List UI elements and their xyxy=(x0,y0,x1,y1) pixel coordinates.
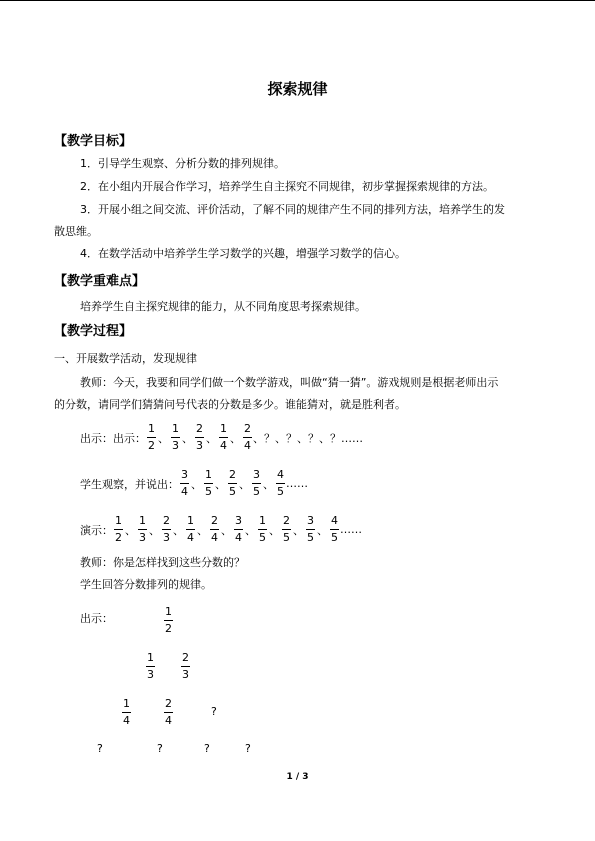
fraction-bar xyxy=(147,437,156,438)
fraction-bar xyxy=(228,483,237,484)
fraction-bar xyxy=(138,529,147,530)
numerator: 2 xyxy=(196,422,203,435)
numerator: 2 xyxy=(244,422,251,435)
process-subheading-1: 一、开展数学活动，发现规律 xyxy=(54,352,197,365)
fraction-bar xyxy=(180,483,189,484)
page-number: 1 / 3 xyxy=(286,772,309,782)
student-answer: 学生回答分数排列的规律。 xyxy=(80,578,212,591)
separator: 、 xyxy=(182,431,193,445)
fraction xyxy=(252,468,261,499)
fraction xyxy=(234,514,243,545)
denominator: 3 xyxy=(196,439,203,452)
numerator: 2 xyxy=(165,697,172,710)
fraction xyxy=(204,468,213,499)
separator: 、 xyxy=(221,523,232,537)
teacher-line-1: 教师：今天，我要和同学们做一个数学游戏，叫做“猜一猜”。游戏规则是根据老师出示 xyxy=(80,376,499,389)
fraction-bar xyxy=(258,529,267,530)
numerator: 1 xyxy=(148,422,155,435)
numerator: 4 xyxy=(277,468,284,481)
tri-question-mark: ? xyxy=(157,742,163,755)
page-title: 探索规律 xyxy=(267,80,328,98)
separator: 、 xyxy=(197,523,208,537)
separator: 、 xyxy=(230,431,241,445)
fraction-bar xyxy=(306,529,315,530)
fraction xyxy=(282,514,291,545)
goal-item-3-cont: 散思维。 xyxy=(54,225,98,238)
fraction xyxy=(219,422,228,453)
demo-label: 演示： xyxy=(80,523,113,537)
section-heading-process: 【教学过程】 xyxy=(54,324,133,339)
tri-frac-1-3 xyxy=(145,651,156,682)
goal-item-3: 3．开展小组之间交流、评价活动，了解不同的规律产生不同的排列方法，培养学生的发 xyxy=(80,203,505,216)
denominator: 4 xyxy=(244,439,251,452)
tri-frac-2-3 xyxy=(180,651,191,682)
numerator: 1 xyxy=(139,514,146,527)
fraction-bar xyxy=(282,529,291,530)
denominator: 4 xyxy=(165,714,172,727)
show-label: 出示：出示： xyxy=(80,431,146,445)
denominator: 5 xyxy=(253,485,260,498)
fraction xyxy=(114,514,123,545)
separator: 、 xyxy=(269,523,280,537)
numerator: 1 xyxy=(165,605,172,618)
goal-item-1: 1．引导学生观察、分析分数的排列规律。 xyxy=(80,157,285,170)
tri-question-mark: ? xyxy=(211,705,217,718)
fraction xyxy=(162,514,171,545)
observe-fraction-row xyxy=(80,468,308,499)
denominator: 4 xyxy=(123,714,130,727)
denominator: 2 xyxy=(148,439,155,452)
tri-question-mark: ? xyxy=(245,742,251,755)
numerator: 1 xyxy=(259,514,266,527)
denominator: 5 xyxy=(283,531,290,544)
fraction xyxy=(171,422,180,453)
denominator: 3 xyxy=(147,668,154,681)
show-fractions xyxy=(146,422,253,453)
numerator: 1 xyxy=(172,422,179,435)
fraction xyxy=(186,514,195,545)
denominator: 4 xyxy=(235,531,242,544)
teacher-line-2: 的分数，请同学们猜猜问号代表的分数是多少。谁能猜对，就是胜利者。 xyxy=(54,398,406,411)
denominator: 5 xyxy=(229,485,236,498)
fraction-bar xyxy=(252,483,261,484)
separator: 、 xyxy=(206,431,217,445)
fraction xyxy=(330,514,339,545)
numerator: 2 xyxy=(182,651,189,664)
tri-frac-2-4 xyxy=(163,697,174,728)
denominator: 4 xyxy=(220,439,227,452)
fraction-bar xyxy=(210,529,219,530)
denominator: 3 xyxy=(163,531,170,544)
denominator: 3 xyxy=(172,439,179,452)
numerator: 2 xyxy=(163,514,170,527)
observe-fractions xyxy=(179,468,286,499)
separator: 、 xyxy=(215,477,226,491)
numerator: 1 xyxy=(220,422,227,435)
separator: 、 xyxy=(125,523,136,537)
tri-frac-1-4 xyxy=(121,697,132,728)
tri-frac-1-2 xyxy=(163,605,174,636)
demo-fractions xyxy=(113,514,340,545)
tri-question-mark: ? xyxy=(204,742,210,755)
teacher-question: 教师：你是怎样找到这些分数的？ xyxy=(80,556,245,569)
key-points-text: 培养学生自主探究规律的能力，从不同角度思考探索规律。 xyxy=(80,300,366,313)
numerator: 1 xyxy=(115,514,122,527)
separator: 、 xyxy=(158,431,169,445)
fraction-bar xyxy=(234,529,243,530)
section-heading-goals: 【教学目标】 xyxy=(54,134,133,149)
fraction-bar xyxy=(276,483,285,484)
separator: 、 xyxy=(239,477,250,491)
denominator: 5 xyxy=(259,531,266,544)
demo-fraction-row xyxy=(80,514,362,545)
tri-question-mark: ? xyxy=(97,742,103,755)
fraction-bar xyxy=(330,529,339,530)
separator: 、 xyxy=(149,523,160,537)
fraction xyxy=(210,514,219,545)
denominator: 4 xyxy=(211,531,218,544)
fraction xyxy=(138,514,147,545)
demo-tail: …… xyxy=(340,523,362,536)
separator: 、 xyxy=(191,477,202,491)
denominator: 4 xyxy=(187,531,194,544)
denominator: 3 xyxy=(182,668,189,681)
denominator: 3 xyxy=(139,531,146,544)
fraction-bar xyxy=(186,529,195,530)
observe-tail: …… xyxy=(286,477,308,490)
separator: 、 xyxy=(317,523,328,537)
denominator: 5 xyxy=(277,485,284,498)
observe-label: 学生观察，并说出： xyxy=(80,477,179,491)
fraction-bar xyxy=(204,483,213,484)
fraction-bar xyxy=(171,437,180,438)
denominator: 2 xyxy=(115,531,122,544)
show-fraction-row xyxy=(80,422,363,453)
fraction-bar xyxy=(195,437,204,438)
numerator: 2 xyxy=(283,514,290,527)
fraction-bar xyxy=(162,529,171,530)
fraction xyxy=(258,514,267,545)
goal-item-2: 2．在小组内开展合作学习，培养学生自主探究不同规律，初步掌握探索规律的方法。 xyxy=(80,180,494,193)
numerator: 4 xyxy=(331,514,338,527)
top-border-line xyxy=(0,0,595,1)
fraction xyxy=(147,422,156,453)
separator: 、 xyxy=(173,523,184,537)
numerator: 1 xyxy=(187,514,194,527)
numerator: 1 xyxy=(205,468,212,481)
numerator: 2 xyxy=(229,468,236,481)
fraction xyxy=(195,422,204,453)
fraction-bar xyxy=(243,437,252,438)
numerator: 3 xyxy=(235,514,242,527)
fraction-bar xyxy=(114,529,123,530)
separator: 、 xyxy=(293,523,304,537)
numerator: 1 xyxy=(123,697,130,710)
numerator: 2 xyxy=(211,514,218,527)
numerator: 3 xyxy=(253,468,260,481)
denominator: 5 xyxy=(205,485,212,498)
fraction xyxy=(276,468,285,499)
numerator: 1 xyxy=(147,651,154,664)
fraction-bar xyxy=(219,437,228,438)
separator: 、 xyxy=(245,523,256,537)
show-tail: 、？、？、？、？…… xyxy=(253,431,363,445)
numerator: 3 xyxy=(181,468,188,481)
fraction xyxy=(180,468,189,499)
denominator: 5 xyxy=(331,531,338,544)
denominator: 5 xyxy=(307,531,314,544)
fraction xyxy=(306,514,315,545)
numerator: 3 xyxy=(307,514,314,527)
fraction xyxy=(243,422,252,453)
goal-item-4: 4．在数学活动中培养学生学习数学的兴趣，增强学习数学的信心。 xyxy=(80,247,406,260)
show2-label: 出示： xyxy=(80,612,113,625)
section-heading-key-points: 【教学重难点】 xyxy=(54,274,146,289)
fraction xyxy=(228,468,237,499)
denominator: 2 xyxy=(165,622,172,635)
separator: 、 xyxy=(263,477,274,491)
denominator: 4 xyxy=(181,485,188,498)
